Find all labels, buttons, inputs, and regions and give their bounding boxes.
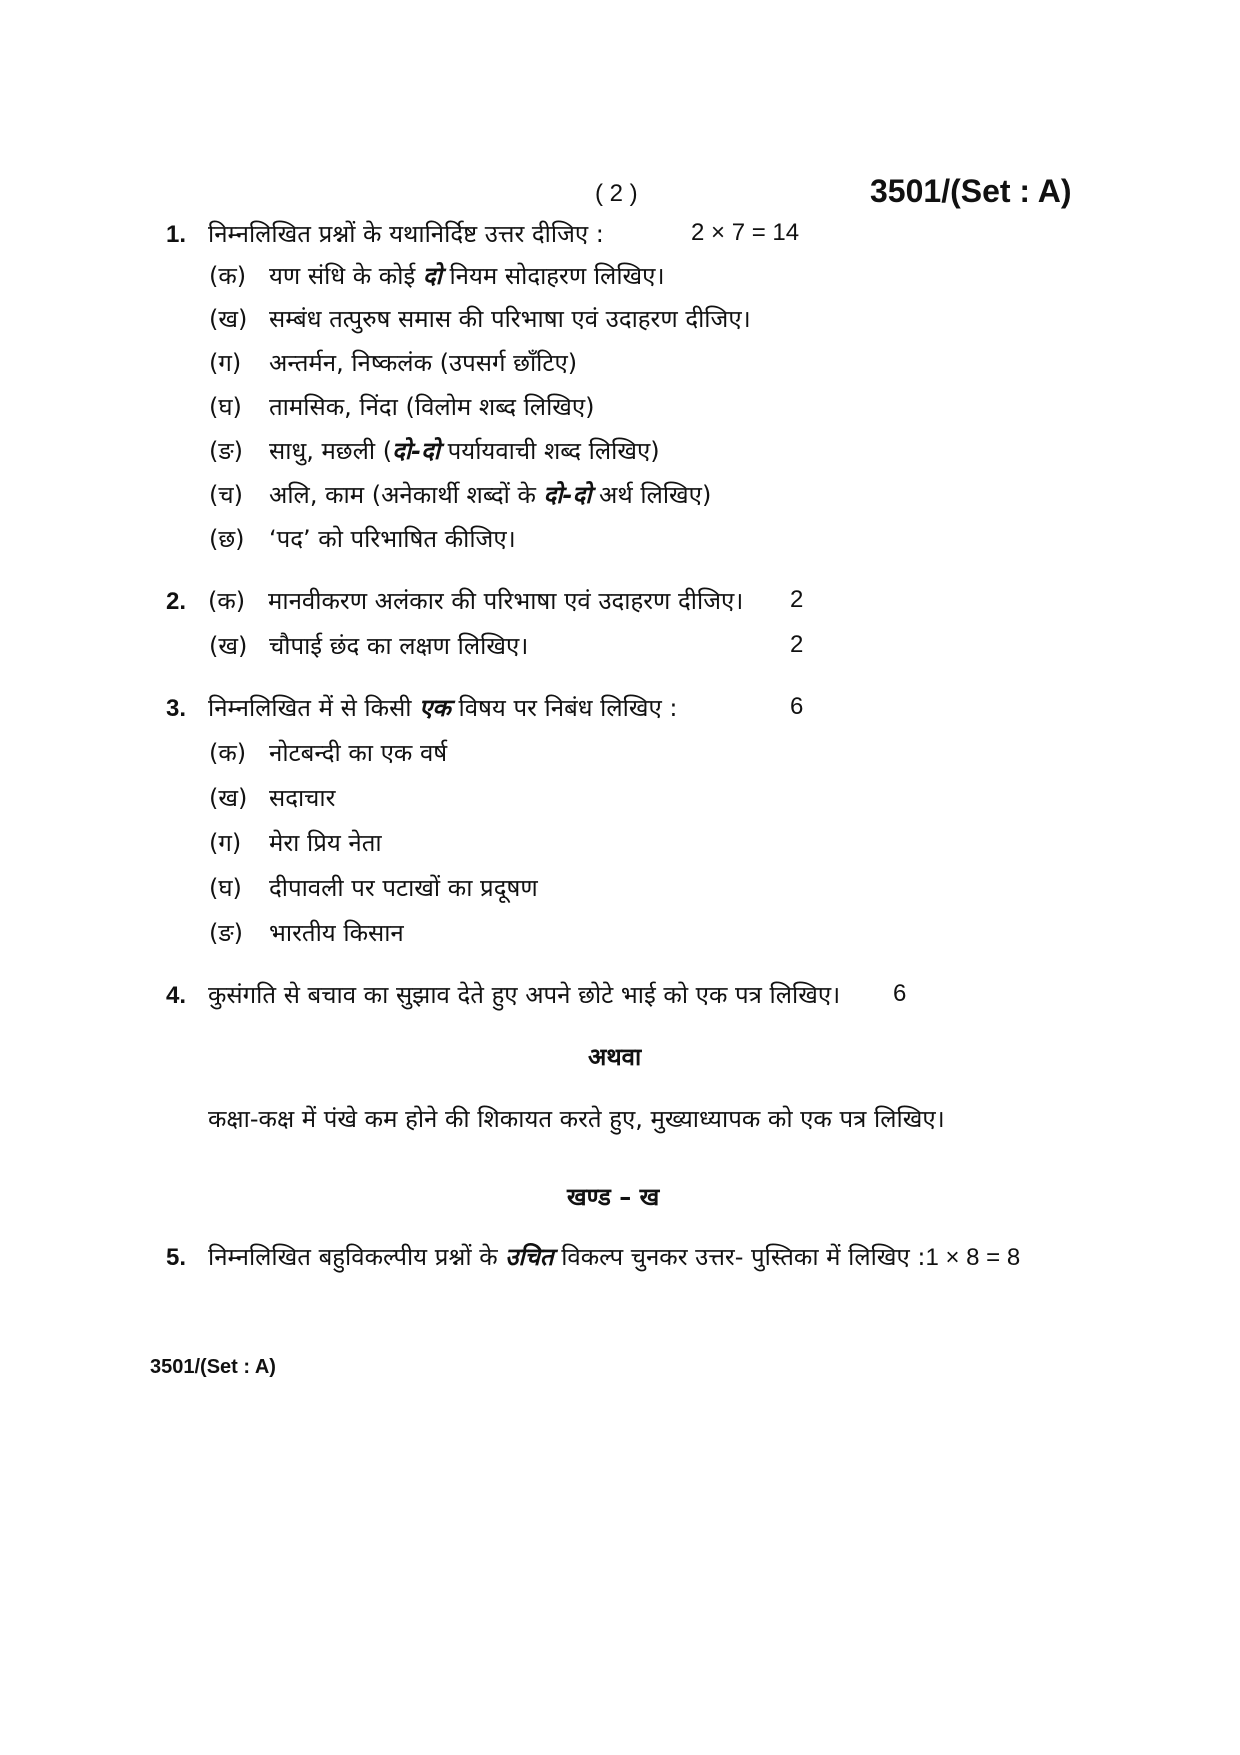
- question-number: 2.: [166, 588, 187, 615]
- q3-item-kha: [209, 781, 335, 814]
- item-label: (ङ): [209, 437, 244, 465]
- question-3: [166, 691, 678, 724]
- item-text: भारतीय किसान: [269, 919, 404, 947]
- q2-item-ka-marks: 2: [790, 586, 804, 613]
- item-label: (घ): [209, 393, 242, 421]
- item-text-emphasis: दो: [422, 262, 442, 290]
- question-5: [166, 1240, 1020, 1273]
- q3-item-nga: [209, 916, 404, 949]
- question-text: कुसंगति से बचाव का सुझाव देते हुए अपने छोटे भाई को एक पत्र लिखिए।: [208, 981, 841, 1009]
- question-text-pre: निम्नलिखित बहुविकल्पीय प्रश्नों के: [208, 1243, 506, 1271]
- or-label: अथवा: [588, 1043, 642, 1071]
- item-text: सम्बंध तत्पुरुष समास की परिभाषा एवं उदाहरण दीजिए।: [269, 305, 751, 333]
- page-number: ( 2 ): [595, 180, 638, 207]
- question-3-marks: 6: [790, 693, 804, 720]
- item-text-emphasis: दो-दो: [392, 437, 441, 465]
- section-title: खण्ड – ख: [567, 1183, 660, 1211]
- q1-item-gha: [209, 390, 595, 423]
- item-text: नोटबन्दी का एक वर्ष: [269, 739, 448, 767]
- q1-item-cha: [209, 478, 711, 511]
- q2-item-kha: [209, 629, 528, 662]
- question-5-marks: 1 × 8 = 8: [925, 1244, 1021, 1271]
- item-label: (ख): [209, 305, 248, 333]
- item-label: (क): [209, 262, 247, 290]
- item-label: (च): [209, 481, 243, 509]
- item-label: (छ): [209, 525, 245, 553]
- question-number: 5.: [166, 1244, 187, 1271]
- item-label: (ग): [209, 349, 242, 377]
- q1-item-nga: [209, 434, 660, 467]
- item-text: चौपाई छंद का लक्षण लिखिए।: [269, 632, 529, 660]
- question-number: 4.: [166, 982, 187, 1009]
- item-text: अन्तर्मन, निष्कलंक (उपसर्ग छाँटिए): [269, 349, 578, 377]
- question-4: [166, 978, 840, 1011]
- item-text-post: नियम सोदाहरण लिखिए।: [441, 262, 665, 290]
- question-4-alternative: कक्षा-कक्ष में पंखे कम होने की शिकायत करते हुए, मुख्याध्यापक को एक पत्र लिखिए।: [208, 1105, 945, 1133]
- q3-item-ka: [209, 736, 447, 769]
- question-1: [166, 217, 604, 250]
- q1-item-chha: [209, 522, 516, 555]
- question-4-marks: 6: [893, 980, 907, 1007]
- set-code-footer: 3501/(Set : A): [150, 1356, 276, 1378]
- item-text-post: अर्थ लिखिए): [591, 481, 712, 509]
- item-text: ‘पद’ को परिभाषित कीजिए।: [269, 525, 516, 553]
- q2-item-kha-marks: 2: [790, 631, 804, 658]
- item-text: तामसिक, निंदा (विलोम शब्द लिखिए): [269, 393, 595, 421]
- q1-item-ga: [209, 346, 577, 379]
- question-1-marks: 2 × 7 = 14: [691, 219, 800, 246]
- item-label: (क): [209, 739, 247, 767]
- item-text: सदाचार: [269, 784, 336, 812]
- item-text-pre: साधु, मछली (: [269, 437, 393, 465]
- item-label: (ख): [209, 784, 248, 812]
- item-label: (घ): [209, 874, 242, 902]
- item-label: (ङ): [209, 919, 244, 947]
- q3-item-gha: [209, 871, 538, 904]
- item-text: मानवीकरण अलंकार की परिभाषा एवं उदाहरण दीजिए।: [268, 587, 744, 615]
- question-text-emphasis: एक: [419, 694, 451, 722]
- item-text-pre: अलि, काम (अनेकार्थी शब्दों के: [269, 481, 544, 509]
- question-number: 1.: [166, 221, 187, 248]
- q3-item-ga: [209, 826, 382, 859]
- question-text: निम्नलिखित प्रश्नों के यथानिर्दिष्ट उत्तर दीजिए :: [208, 220, 604, 248]
- item-text: दीपावली पर पटाखों का प्रदूषण: [269, 874, 538, 902]
- question-text-post: विकल्प चुनकर उत्तर- पुस्तिका में लिखिए :: [553, 1243, 926, 1271]
- item-label: (ग): [209, 829, 242, 857]
- item-text-pre: यण संधि के कोई: [269, 262, 423, 290]
- q1-item-ka: [209, 259, 665, 292]
- question-text-pre: निम्नलिखित में से किसी: [208, 694, 420, 722]
- question-text-emphasis: उचित: [505, 1243, 554, 1271]
- question-number: 3.: [166, 695, 187, 722]
- item-text-post: पर्यायवाची शब्द लिखिए): [440, 437, 660, 465]
- question-text-post: विषय पर निबंध लिखिए :: [450, 694, 678, 722]
- q1-item-kha: [209, 302, 751, 335]
- item-label: (क): [208, 587, 246, 615]
- item-text: मेरा प्रिय नेता: [269, 829, 382, 857]
- item-text-emphasis: दो-दो: [543, 481, 592, 509]
- question-2: [166, 584, 743, 617]
- set-code-header: 3501/(Set : A): [870, 173, 1072, 209]
- item-label: (ख): [209, 632, 248, 660]
